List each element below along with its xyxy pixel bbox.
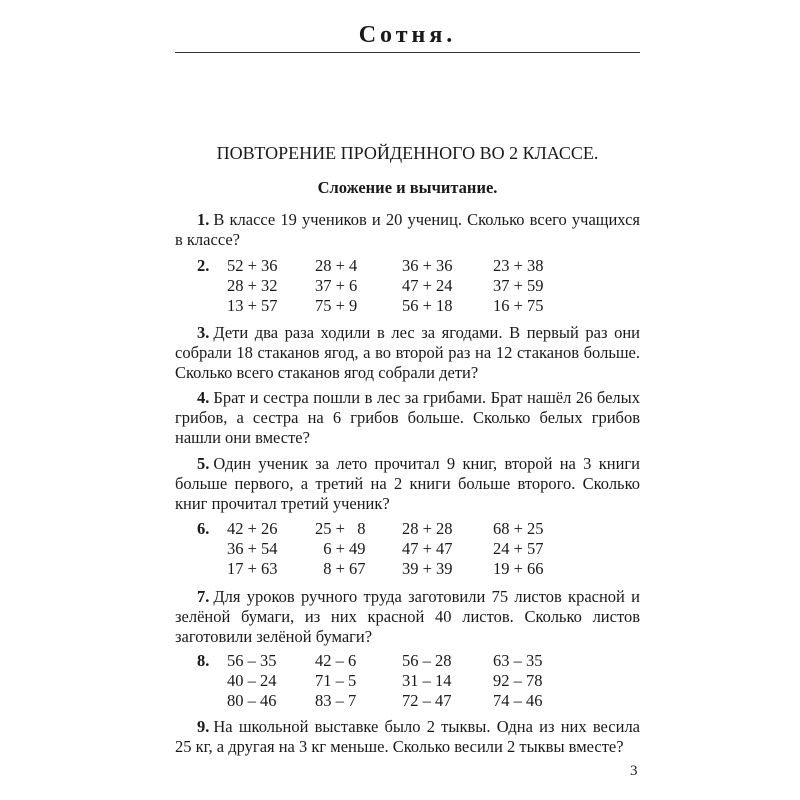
expression: 24 + 57 [493,539,544,558]
section-subtitle: Сложение и вычитание. [317,178,498,197]
problem-3 [175,323,640,383]
problem-9 [175,717,640,757]
problem-5 [175,454,640,514]
expression-row [175,691,640,711]
expression: 28 + 4 [315,256,358,275]
expression: 37 + 6 [315,276,358,295]
expression: 40 – 24 [227,671,277,690]
expression: 25 + 8 [315,519,366,538]
expression: 17 + 63 [227,559,278,578]
expression-row [175,539,640,559]
problem-number: 7. [197,587,210,606]
running-header: Сотня. [358,22,457,48]
expression: 6 + 49 [315,539,366,558]
expression: 28 + 28 [402,519,453,538]
problem-number: 6. [197,519,210,538]
expression: 42 + 26 [227,519,278,538]
expression: 36 + 54 [227,539,278,558]
expression: 47 + 24 [402,276,453,295]
expression: 16 + 75 [493,296,544,315]
expression: 56 – 28 [402,651,452,670]
problem-text: Для уроков ручного труда заготовили 75 листов красной и зелёной бумаги, из них красной 40 листов. Сколько листов заготовили зелёной бумаги? [175,587,640,646]
page-number: 3 [630,763,638,779]
problem-number: 9. [197,717,210,736]
expression: 83 – 7 [315,691,357,710]
problem-text: Дети два раза ходили в лес за ягодами. В первый раз они собрали 18 стаканов ягод, а во второй раз на 12 стаканов больше. Сколько всего стаканов ягод собрали дети? [175,323,640,382]
expression: 23 + 38 [493,256,544,275]
expression: 56 + 18 [402,296,453,315]
problem-1 [175,210,640,250]
expression: 75 + 9 [315,296,358,315]
expression: 36 + 36 [402,256,453,275]
problem-4 [175,388,640,448]
expression-row [175,256,640,276]
header-rule [175,52,640,53]
problem-text: В классе 19 учеников и 20 учениц. Сколько всего учащихся в классе? [175,210,640,249]
problem-number: 4. [197,388,210,407]
problem-number: 3. [197,323,210,342]
problem-2 [175,256,640,316]
expression: 72 – 47 [402,691,452,710]
expression: 8 + 67 [315,559,366,578]
problem-number: 5. [197,454,210,473]
problem-text: На школьной выставке было 2 тыквы. Одна из них весила 25 кг, а другая на 3 кг меньше. Сколько весили 2 тыквы вместе? [175,717,640,756]
expression: 28 + 32 [227,276,278,295]
expression: 56 – 35 [227,651,277,670]
expression: 39 + 39 [402,559,453,578]
expression: 74 – 46 [493,691,543,710]
problem-text: Брат и сестра пошли в лес за грибами. Брат нашёл 26 белых грибов, а сестра на 6 грибов больше. Сколько белых грибов нашли они вместе? [175,388,640,447]
problem-7 [175,587,640,647]
expression: 71 – 5 [315,671,357,690]
expression: 19 + 66 [493,559,544,578]
expression: 63 – 35 [493,651,543,670]
problem-6 [175,519,640,579]
expression: 92 – 78 [493,671,543,690]
expression: 47 + 47 [402,539,453,558]
problem-8 [175,651,640,711]
expression-row [175,651,640,671]
problem-text: Один ученик за лето прочитал 9 книг, второй на 3 книги больше первого, а третий на 2 книги больше второго. Сколько книг прочитал третий ученик? [175,454,640,513]
problem-number: 1. [197,210,210,229]
expression: 42 – 6 [315,651,357,670]
expression: 13 + 57 [227,296,278,315]
expression-row [175,671,640,691]
expression-row [175,559,640,579]
problem-number: 2. [197,256,210,275]
expression: 31 – 14 [402,671,452,690]
expression: 68 + 25 [493,519,544,538]
expression: 80 – 46 [227,691,277,710]
expression-row [175,276,640,296]
expression-row [175,519,640,539]
expression-row [175,296,640,316]
section-title: ПОВТОРЕНИЕ ПРОЙДЕННОГО ВО 2 КЛАССЕ. [216,143,599,163]
expression: 37 + 59 [493,276,544,295]
expression: 52 + 36 [227,256,278,275]
problem-number: 8. [197,651,210,670]
